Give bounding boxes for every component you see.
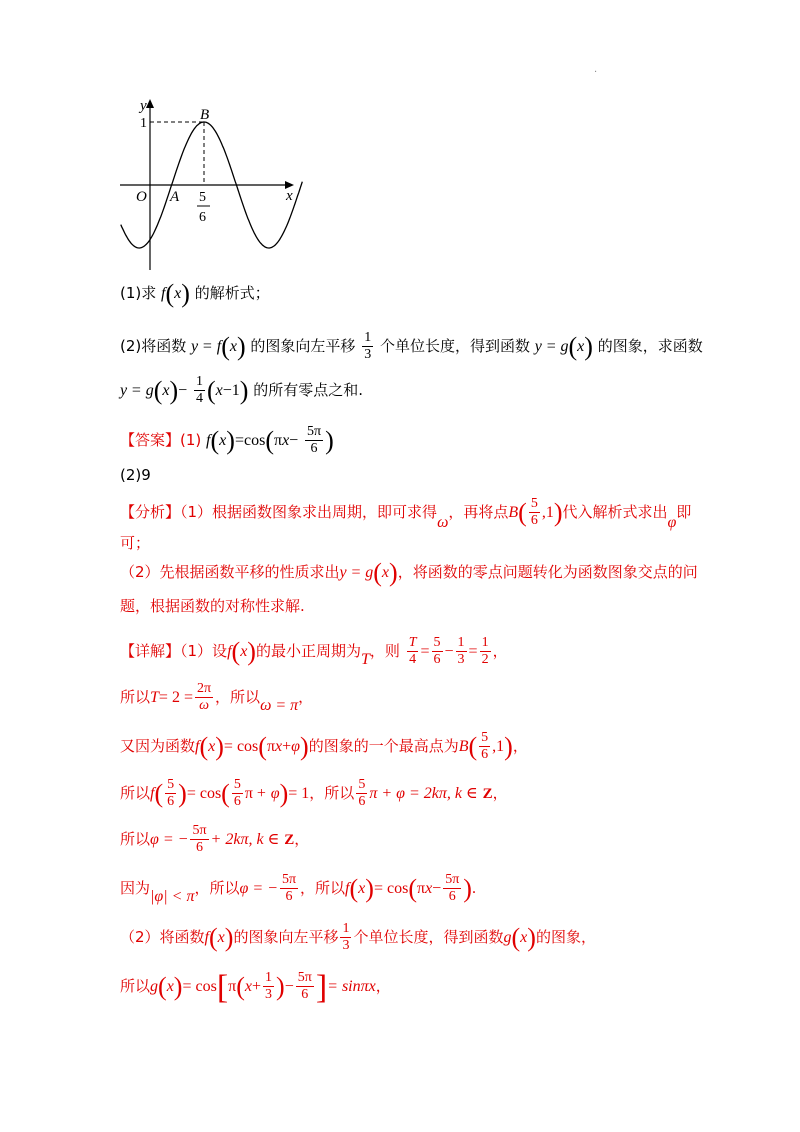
origin-label: O: [136, 189, 147, 205]
y-tick-label: 1: [140, 116, 147, 131]
detail-line-8: 所以g(x)= cos[π(x+ $\frac{1}{3}$ )− $\frac{5\pi}{6}$ ]= sinπx，: [120, 969, 391, 1006]
answer-fraction: $\frac{5\pi}{6}$: [306, 424, 322, 456]
question-1: (1)求 f(x) 的解析式；: [120, 279, 270, 308]
x-axis-label: x: [286, 188, 293, 204]
detail-line-6: 因为|φ| < π，所以φ = − $\frac{5\pi}{6}$ ，所以f(x)= cos(πx− $\frac{5\pi}{6}$ ).: [120, 872, 476, 905]
detail-line-1: 【详解】（1）设f(x)的最小正周期为T，则 $\frac{T}{4}$ = $\frac{5}{6}$ − $\frac{1}{3}$ = $\frac{1}{2}$ ，: [120, 635, 508, 668]
point-a-label: A: [170, 189, 180, 205]
point-b-label: B: [200, 107, 210, 123]
analysis-line-4: 题，根据函数的对称性求解.: [120, 597, 305, 615]
detail-line-2: 所以T= 2 = $\frac{2\pi}{\omega}$ ，所以ω = π，: [120, 681, 314, 714]
y-axis-label: y: [140, 98, 147, 114]
detail-tag: 【详解】: [120, 642, 181, 660]
analysis-line-2: 可；: [120, 534, 151, 552]
analysis-line-3: （2）先根据函数平移的性质求出y = g(x)，将函数的零点问题转化为函数图象交点的问: [120, 558, 698, 587]
answer-tag: 【答案】: [120, 431, 181, 449]
analysis-tag: 【分析】: [120, 503, 181, 521]
question-2-line-1: (2)将函数 y = f(x) 的图象向左平移 $\frac{1}{3}$ 个单位长度，得到函数 y = g(x) 的图象，求函数: [120, 330, 703, 362]
answer-line-2: (2)9: [120, 466, 151, 484]
shift-fraction: $\frac{1}{3}$: [364, 330, 372, 362]
corner-mark: .: [594, 64, 598, 75]
y-axis-arrow: [146, 99, 154, 108]
coef-fraction: $\frac{1}{4}$: [195, 374, 203, 406]
detail-line-5: 所以φ = − $\frac{5\pi}{6}$ + 2kπ, k ∈ Z，: [120, 823, 310, 855]
detail-line-3: 又因为函数f(x)= cos(πx+φ)的图象的一个最高点为B( $\frac{5}{6}$ ,1)，: [120, 730, 528, 762]
analysis-line-1: 【分析】（1）根据函数图象求出周期，即可求得ω，再将点B( $\frac{5}{6}$ ,1)代入解析式求出φ即: [120, 496, 692, 531]
answer-line-1: 【答案】(1) f(x)=cos(πx− $\frac{5\pi}{6}$ ): [120, 424, 334, 456]
detail-line-7: （2）将函数f(x)的图象向左平移 $\frac{1}{3}$ 个单位长度，得到函数g(x)的图象，: [120, 921, 596, 953]
x-tick-denominator: 6: [199, 210, 206, 225]
question-2-line-2: y = g(x)− $\frac{1}{4}$ (x−1) 的所有零点之和.: [120, 374, 364, 406]
x-tick-numerator: 5: [199, 190, 206, 205]
function-graph: [110, 92, 310, 274]
detail-line-4: 所以f( $\frac{5}{6}$ )= cos( $\frac{5}{6}$ π + φ)= 1，所以 $\frac{5}{6}$ π + φ = 2kπ, k ∈ Z，: [120, 777, 508, 809]
